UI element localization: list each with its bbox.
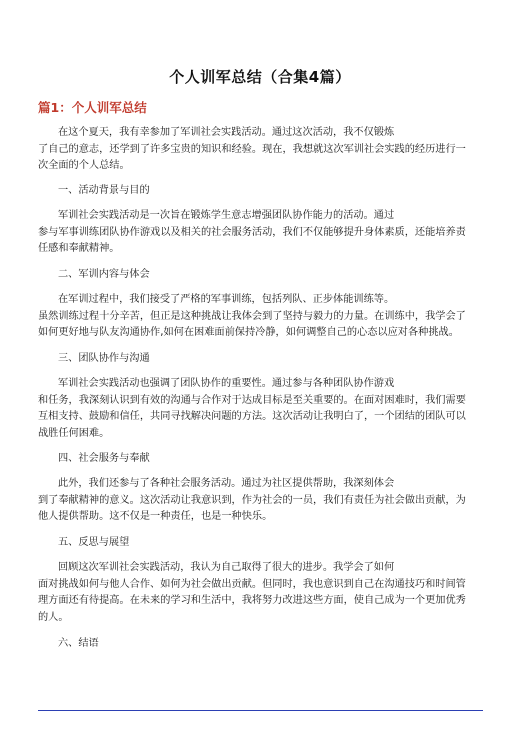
paragraph-line: 军训社会实践活动是一次旨在锻炼学生意志增强团队协作能力的活动。通过 — [58, 210, 395, 221]
paragraph-line: 和任务，我深刻认识到有效的沟通与合作对于达成目标是至关重要的。在面对困难时，我们需要 — [38, 394, 466, 406]
paragraph-line: 在军训过程中，我们接受了严格的军事训练，包括列队、正步体能训练等。 — [58, 294, 395, 305]
document-title: 个人训军总结（合集4篇） — [169, 68, 351, 86]
section-heading: 六、结语 — [58, 638, 99, 649]
paragraph-line: 面对挑战如何与他人合作、如何为社会做出贡献。但同时，我也意识到自己在沟通技巧和时间管 — [38, 578, 466, 590]
section-heading: 一、活动背景与目的 — [58, 185, 150, 196]
section-paragraph — [38, 560, 486, 626]
paragraph-line: 战胜任何困难。 — [38, 427, 110, 439]
paragraph-line: 互相支持、鼓励和信任，共同寻找解决问题的方法。这次活动让我明白了，一个团结的团队可以 — [38, 411, 466, 422]
paragraph-line: 参与军事训练团队协作游戏以及相关的社会服务活动，我们不仅能够提升身体素质，还能培养责 — [38, 226, 466, 238]
section-paragraph — [38, 476, 486, 526]
section-heading: 三、团队协作与沟通 — [58, 353, 150, 364]
intro-paragraph — [38, 125, 486, 175]
paragraph-line: 理方面还有待提高。在未来的学习和生活中，我将努力改进这些方面，使自己成为一个更加优秀 — [38, 595, 466, 606]
section-heading: 二、军训内容与体会 — [58, 269, 150, 280]
paragraph-line: 了自己的意志，还学到了许多宝贵的知识和经验。现在，我想就这次军训社会实践的经历进行一 — [38, 143, 466, 155]
paragraph-line: 他人提供帮助。这不仅是一种责任，也是一种快乐。 — [38, 511, 273, 522]
paragraph-line: 如何更好地与队友沟通协作,如何在困难面前保持冷静，如何调整自己的心态以应对各种挑战。 — [38, 327, 459, 338]
section-paragraph — [38, 208, 486, 258]
section-paragraph — [38, 376, 486, 442]
footer-divider — [38, 710, 483, 711]
paragraph-line: 军训社会实践活动也强调了团队协作的重要性。通过参与各种团队协作游戏 — [58, 378, 395, 389]
paragraph-line: 在这个夏天，我有幸参加了军训社会实践活动。通过这次活动，我不仅锻炼 — [58, 127, 395, 138]
paragraph-line: 任感和奉献精神。 — [38, 243, 120, 254]
chapter-heading: 篇1：个人训军总结 — [38, 100, 147, 115]
section-heading: 四、社会服务与奉献 — [58, 453, 150, 464]
section-paragraph — [38, 292, 486, 342]
paragraph-line: 虽然训练过程十分辛苦，但正是这种挑战让我体会到了坚持与毅力的力量。在训练中，我学会了 — [38, 310, 466, 322]
section-heading: 五、反思与展望 — [58, 537, 130, 548]
paragraph-line: 回顾这次军训社会实践活动，我认为自己取得了很大的进步。我学会了如何 — [58, 562, 395, 573]
paragraph-line: 的人。 — [38, 611, 69, 623]
paragraph-line: 此外，我们还参与了各种社会服务活动。通过为社区提供帮助，我深刻体会 — [58, 478, 395, 489]
paragraph-line: 次全面的个人总结。 — [38, 160, 130, 171]
paragraph-line: 到了奉献精神的意义。这次活动让我意识到，作为社会的一员，我们有责任为社会做出贡献，为 — [38, 494, 466, 506]
